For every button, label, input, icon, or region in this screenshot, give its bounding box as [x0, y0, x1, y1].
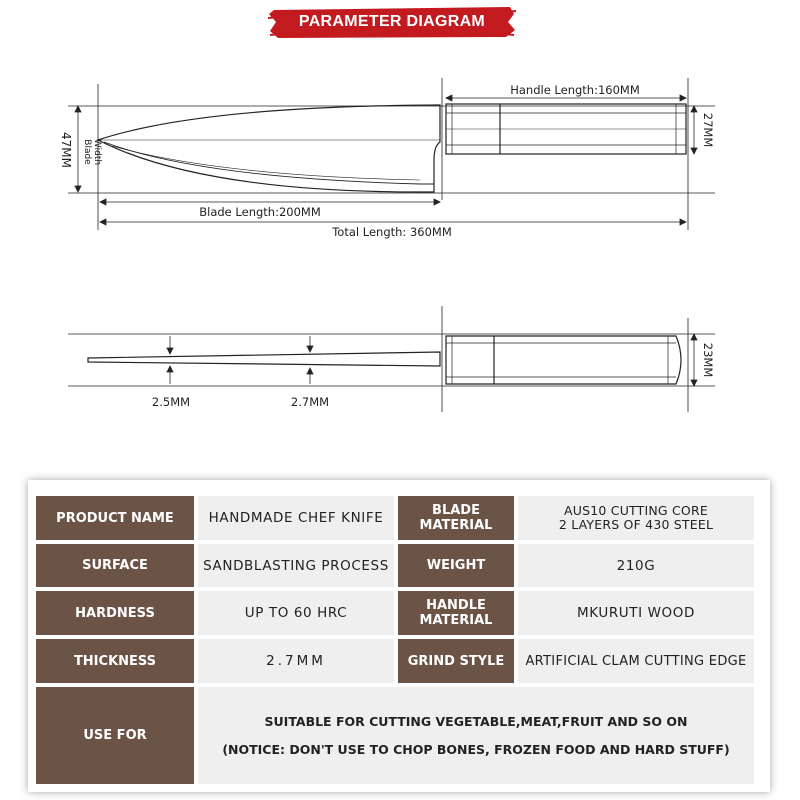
blade-material-line-2: 2 LAYERS OF 430 STEEL [558, 517, 714, 532]
total-length-label: Total Length: 360MM [332, 225, 452, 239]
use-for-line-1: SUITABLE FOR CUTTING VEGETABLE,MEAT,FRUIT AND SO ON [264, 713, 688, 729]
weight-label: WEIGHT [398, 544, 514, 587]
knife-top-view [68, 78, 715, 230]
blade-width-value: 47MM [59, 132, 73, 168]
page-title: PARAMETER DIAGRAM [298, 13, 486, 30]
surface-value: SANDBLASTING PROCESS [198, 544, 394, 587]
hardness-value: UP TO 60 HRC [198, 591, 394, 635]
thickness-value: 2.7MM [198, 639, 394, 683]
surface-label: SURFACE [36, 544, 194, 587]
use-for-label: USE FOR [36, 687, 194, 784]
blade-material-label: BLADE MATERIAL [398, 496, 514, 540]
blade-length-label: Blade Length:200MM [199, 205, 321, 219]
grind-style-value: ARTIFICIAL CLAM CUTTING EDGE [518, 639, 754, 683]
handle-thickness-label: 23MM [701, 342, 715, 378]
blade-material-line-1: AUS10 CUTTING CORE [564, 503, 708, 518]
handle-material-value: MKURUTI WOOD [518, 591, 754, 635]
blade-width-label-line2: Width [92, 138, 102, 166]
use-for-value [198, 687, 754, 784]
hardness-label: HARDNESS [36, 591, 194, 635]
product-name-label: PRODUCT NAME [36, 496, 194, 540]
blade-material-value [518, 496, 754, 540]
handle-length-label: Handle Length:160MM [510, 83, 640, 97]
spine-thickness-label: 2.7MM [290, 395, 330, 409]
use-for-notice: (NOTICE: DON'T USE TO CHOP BONES, FROZEN FOOD AND HARD STUFF) [222, 741, 730, 757]
blade-width-label-line1: Blade [82, 139, 92, 165]
product-name-value: HANDMADE CHEF KNIFE [198, 496, 394, 540]
tip-thickness-label: 2.5MM [151, 395, 191, 409]
weight-value: 210G [518, 544, 754, 587]
grind-style-label: GRIND STYLE [398, 639, 514, 683]
spec-table [28, 480, 770, 792]
handle-height-label: 27MM [701, 112, 715, 148]
side-dimension-lines [167, 334, 697, 386]
thickness-label: THICKNESS [36, 639, 194, 683]
handle-material-label: HANDLE MATERIAL [398, 591, 514, 635]
